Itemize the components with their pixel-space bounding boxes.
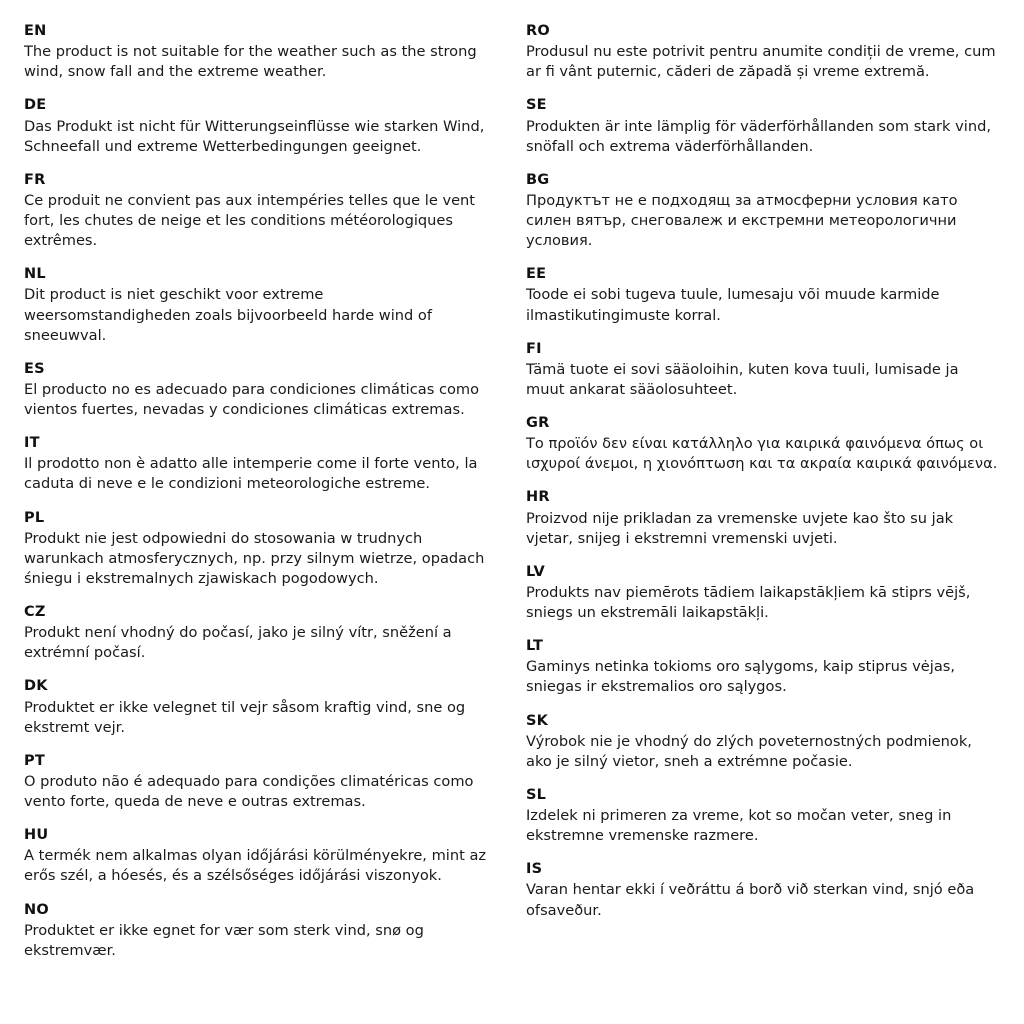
language-entry: [24, 509, 494, 590]
language-text: Produktet er ikke velegnet til vejr såsom kraftig vind, sne og ekstremt vejr.: [24, 698, 470, 736]
language-text: The product is not suitable for the weather such as the strong wind, snow fall and the extreme weather.: [24, 43, 482, 81]
language-text: Výrobok nie je vhodný do zlých poveternostných podmienok, ako je silný vietor, sneh a extrémne počasie.: [526, 732, 977, 770]
language-text: Ce produit ne convient pas aux intempéries telles que le vent fort, les chutes de neige et les conditions météorologiques extrêmes.: [24, 191, 480, 250]
language-entry: [526, 786, 1000, 846]
language-text: Tämä tuote ei sovi sääoloihin, kuten kova tuuli, lumisade ja muut ankarat sääolosuhteet.: [526, 360, 964, 398]
language-entry: [526, 265, 1000, 325]
language-text: Il prodotto non è adatto alle intemperie come il forte vento, la caduta di neve e le condizioni meteorologiche estreme.: [24, 455, 483, 493]
language-text: Proizvod nije prikladan za vremenske uvjete kao što su jak vjetar, snijeg i ekstremni vremenski uvjeti.: [526, 509, 958, 547]
language-code: HR: [526, 489, 550, 506]
right-column: [512, 22, 1000, 921]
language-code: LV: [526, 563, 545, 580]
language-text: O produto não é adequado para condições climatéricas como vento forte, queda de neve e outras extremas.: [24, 772, 479, 810]
language-code: DE: [24, 97, 47, 114]
language-code: IT: [24, 435, 40, 452]
language-entry: [526, 340, 1000, 400]
language-entry: [526, 96, 1000, 156]
language-entry: [24, 603, 494, 663]
language-text: Izdelek ni primeren za vreme, kot so močan veter, sneg in ekstremne vremenske razmere.: [526, 807, 957, 845]
language-entry: [24, 96, 494, 156]
language-text: A termék nem alkalmas olyan időjárási körülményekre, mint az erős szél, a hóesés, és a szélsőséges időjárási viszonyok.: [24, 847, 491, 885]
language-code: RO: [526, 23, 550, 39]
language-entry: [24, 434, 494, 494]
language-entry: [526, 637, 1000, 697]
language-code: NO: [24, 901, 49, 918]
language-code: PL: [24, 509, 45, 526]
language-entry: [526, 712, 1000, 772]
language-code: SE: [526, 97, 547, 114]
language-text: Produkt nie jest odpowiedni do stosowania w trudnych warunkach atmosferycznych, np. przy silnym wietrze, opadach śniegu i ekstremalnych zjawiskach pogodowych.: [24, 529, 490, 587]
language-text: Produkten är inte lämplig för väderförhållanden som stark vind, snöfall och extrema väderförhållanden.: [526, 117, 996, 155]
language-text: Gaminys netinka tokioms oro sąlygoms, kaip stiprus vėjas, sniegas ir ekstremalios oro sąlygos.: [526, 658, 960, 696]
language-code: NL: [24, 266, 46, 283]
language-text: Produktet er ikke egnet for vær som sterk vind, snø og ekstremvær.: [24, 921, 429, 959]
language-text: Dit product is niet geschikt voor extreme weersomstandigheden zoals bijvoorbeeld harde wind of sneeuwval.: [24, 286, 437, 344]
language-text: Das Produkt ist nicht für Witterungseinflüsse wie starken Wind, Schneefall und extreme Wetterbedingungen geeignet.: [24, 117, 490, 155]
language-entry: [24, 826, 494, 886]
language-code: IS: [526, 861, 543, 878]
language-entry: [526, 860, 1000, 920]
language-code: HU: [24, 827, 49, 844]
language-entry: [24, 360, 494, 420]
language-entry: [24, 171, 494, 252]
language-text: Produkts nav piemērots tādiem laikapstākļiem kā stiprs vējš, sniegs un ekstremāli laikapstākļi.: [526, 583, 976, 621]
language-text: Toode ei sobi tugeva tuule, lumesaju või muude karmide ilmastikutingimuste korral.: [526, 286, 945, 324]
language-code: ES: [24, 360, 45, 377]
language-code: FI: [526, 340, 542, 357]
language-code: LT: [526, 638, 544, 655]
language-entry: [526, 22, 1000, 82]
language-entry: [24, 22, 494, 82]
language-entry: [526, 563, 1000, 623]
language-entry: [24, 901, 494, 961]
language-code: EN: [24, 23, 47, 39]
language-entry: [24, 677, 494, 737]
language-text: Продуктът не е подходящ за атмосферни условия като силен вятър, снеговалеж и екстремни метеорологични условия.: [526, 191, 963, 250]
language-text: El producto no es adecuado para condiciones climáticas como vientos fuertes, nevadas y condiciones climáticas extremas.: [24, 380, 484, 418]
language-code: BG: [526, 171, 550, 188]
language-entry: [24, 265, 494, 346]
language-code: SK: [526, 712, 549, 729]
language-text: Το προϊόν δεν είναι κατάλληλο για καιρικά φαινόμενα όπως οι ισχυροί άνεμοι, η χιονόπτωση και τα ακραία καιρικά φαινόμενα.: [526, 435, 998, 473]
language-code: DK: [24, 678, 48, 695]
left-column: [24, 22, 512, 961]
language-entry: [526, 488, 1000, 548]
language-code: CZ: [24, 604, 46, 620]
language-code: EE: [526, 266, 547, 283]
language-code: GR: [526, 415, 550, 431]
language-code: FR: [24, 171, 46, 188]
language-code: PT: [24, 752, 45, 769]
language-text: Varan hentar ekki í veðráttu á borð við sterkan vind, snjó eða ofsaveður.: [526, 881, 979, 919]
language-entry: [24, 752, 494, 812]
language-entry: [526, 171, 1000, 252]
language-code: SL: [526, 786, 547, 803]
language-text: Produsul nu este potrivit pentru anumite condiții de vreme, cum ar fi vânt puternic, căderi de zăpadă și vreme extremă.: [526, 43, 1001, 81]
language-entry: [526, 414, 1000, 474]
language-text: Produkt není vhodný do počasí, jako je silný vítr, sněžení a extrémní počasí.: [24, 624, 457, 662]
